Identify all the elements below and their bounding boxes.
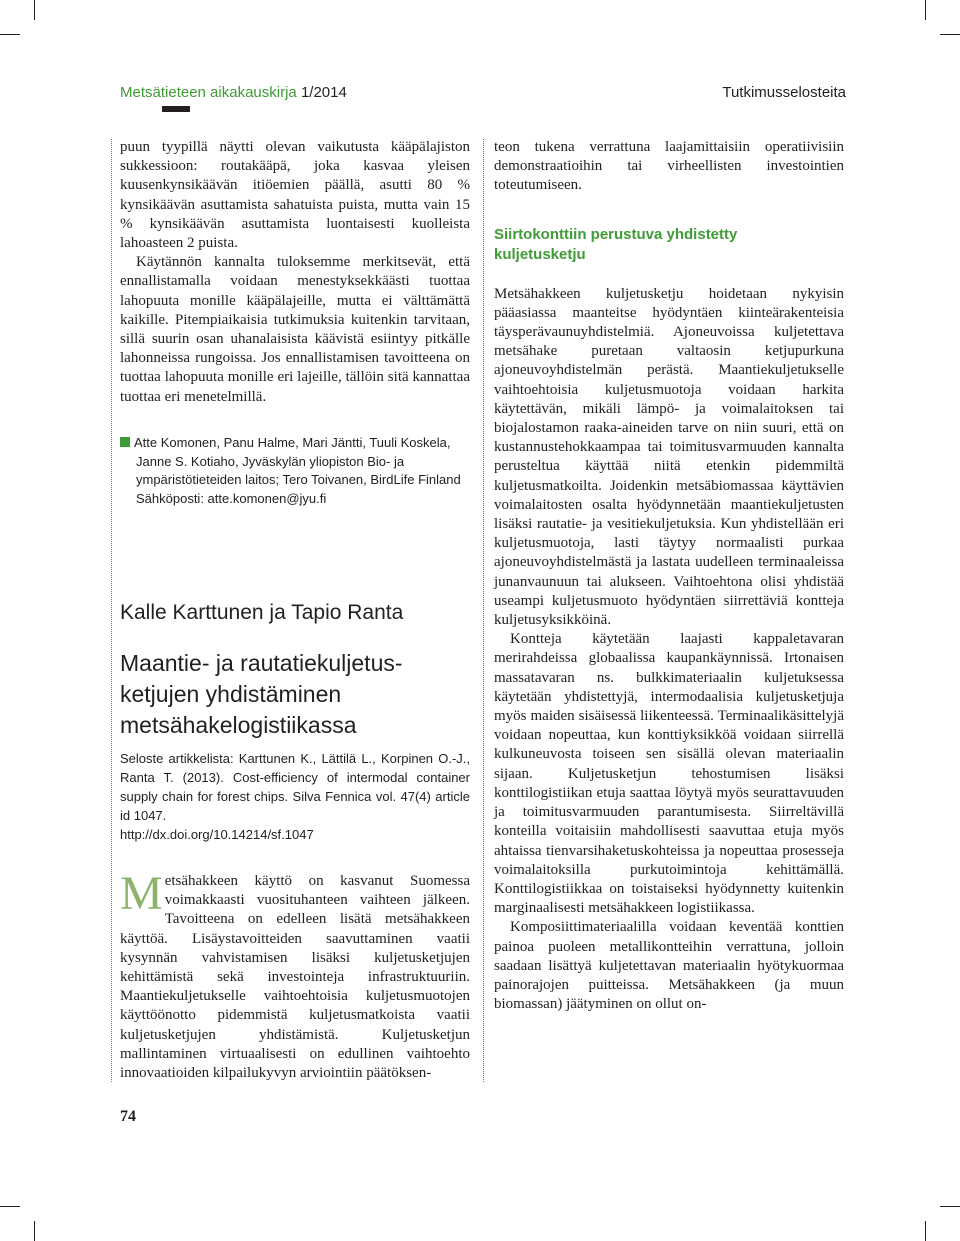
crop-mark [925, 1221, 926, 1241]
doi-link[interactable]: http://dx.doi.org/10.14214/sf.1047 [120, 827, 314, 842]
right-column [494, 138, 844, 1014]
lead-paragraph [120, 867, 470, 1083]
crop-mark [0, 1206, 20, 1207]
left-column [120, 138, 470, 407]
page-number: 74 [120, 1108, 136, 1125]
reference-text: Seloste artikkelista: Karttunen K., Lättilä L., Korpinen O.-J., Ranta T. (2013). Cost-efficiency of intermodal container supply chain for forest chips. Silva Fennica vol. 47(4) article id 1047. [120, 751, 470, 823]
author-affiliation: Janne S. Kotiaho, Jyväskylän yliopiston Bio- ja ympäristötieteiden laitos; Tero Toivanen, BirdLife Finland [136, 453, 461, 487]
author-note [120, 434, 465, 508]
title-line: Maantie- ja rautatiekuljetus- [120, 650, 403, 676]
author-email: Sähköposti: atte.komonen@jyu.fi [136, 490, 327, 506]
header-bar [162, 106, 190, 112]
crop-mark [0, 34, 20, 35]
lead-text: etsähakkeen käyttö on kasvanut Suomessa voimakkaasti vuosituhanteen vaihteen jälkeen. Tavoitteena on edelleen lisätä metsähakkeen käyttöä. Lisäystavoitteiden saavuttaminen vaatii kysynnän vahvistamisen lisäksi kuljetusketjujen kehittämistä sekä investointeja infrastruktuuriin. Maantiekuljetukselle vaihtoehtoisia kuljetusmuotojen käyttöönotto pidemmistä kuljetusmatkoista vaatii kuljetusketjujen yhdistämistä. Kuljetusketjun mallintaminen virtuaalisesti on edullinen vaihtoehto innovaatioiden kilpailukyvyn arviointiin päätöksen- [120, 873, 470, 1082]
title-line: ketjujen yhdistäminen [120, 681, 342, 707]
dropcap: M [120, 867, 163, 920]
article-authors: Kalle Karttunen ja Tapio Ranta [120, 601, 404, 624]
author-names: Atte Komonen, Panu Halme, Mari Jäntti, Tuuli Koskela, [134, 435, 451, 450]
issue-number: 1/2014 [300, 84, 347, 101]
paragraph: Kontteja käytetään laajasti kappaletavaran merirahdeissa globaalissa kaupankäynnissä. Irtonaisen massatavaran ns. bulkkimateriaalin kuljetuksessa käytetään yhdistettyjä, intermodaalisia kuljetusketjuja myös maiden sisäisessä liikenteessä. Terminaalikäsittelyjä voidaan nopeuttaa, kun konttiyksikköä voidaan siirrellä kulkuneuvosta toiseen sen sisällä olevan materiaalin sijaan. Kuljetusketjun tehostumisen lisäksi konttilogistiikan etuja saattaa löytyä myös seurattavuuden ja toimitusvarmuuden parantumisesta. Siirreltävillä konteilla voitaisiin mahdollisesti saavuttaa etuja myös ahtaissa tienvarsihaketuskohteissa ja nopeuttaa prosesseja voimalaitoksilla purkutoimintoja kehittämällä. Konttilogistiikkaa on toistaiseksi hyödynnetty kuitenkin marginaalisesti metsähakkeen logistiikassa. [494, 631, 844, 917]
paragraph: puun tyypillä näytti olevan vaikutusta kääpälajiston sukkessioon: routakääpä, joka kasvaa yleisen kuusenkynsikäävän itiöemien päällä, asutti 80 % kynsikäävän asuttamista sahatuista puista, mutta vain 15 % kynsikäävän asuttamista luontaisesti kuolleista lahoasteen 2 puista. [120, 139, 470, 252]
paragraph: Käytännön kannalta tuloksemme merkitsevät, että ennallistamalla voidaan menestyksekkäästi tuottaa lahopuuta monille kääpälajeille, mutta ei välttämättä kaikille. Pitempiaikaisia tutkimuksia kuitenkin tarvitaan, sillä suurin osan uhanalaisista käävistä esiintyy pitkälle lahonneissa rungoissa. Jos ennallistamisen tavoitteena on tuottaa lahopuuta monille eri lajeille, tällöin sitä kannattaa tuottaa eri menetelmillä. [120, 254, 470, 405]
paragraph: Komposiittimateriaalilla voidaan keventää konttien painoa puoleen metallikontteihin verrattuna, jolloin saadaan lisättyä kuljetettavan materiaalin hyötykuormaa painorajojen puitteissa. Metsähakkeen (ja muun biomassan) jäätyminen on ollut on- [494, 919, 844, 1013]
paragraph: teon tukena verrattuna laajamittaisiin operatiivisiin demonstraatioihin tai virheellisten investointien toteutumiseen. [494, 139, 844, 194]
article-title [120, 648, 480, 741]
crop-mark [34, 0, 35, 20]
crop-mark [940, 1206, 960, 1207]
column-rule-left [111, 139, 112, 1082]
crop-mark [925, 0, 926, 20]
column-rule [483, 139, 484, 1082]
article-reference [120, 749, 470, 844]
running-header-section: Tutkimusselosteita [722, 84, 846, 101]
bullet-square-icon [120, 437, 130, 447]
subheading [494, 225, 844, 265]
running-header-journal [120, 84, 347, 101]
subheading-line: kuljetusketju [494, 245, 586, 263]
crop-mark [940, 34, 960, 35]
title-line: metsähakelogistiikassa [120, 712, 357, 738]
crop-mark [34, 1221, 35, 1241]
journal-name: Metsätieteen aikakauskirja [120, 84, 297, 101]
paragraph: Metsähakkeen kuljetusketju hoidetaan nykyisin pääasiassa maanteitse hyödyntäen kiinteärakenteisia täysperävaunuyhdistelmiä. Ajoneuvoissa kuljetettava metsähake puretaan valtaosin ketjupurkuna ajoneuvoyhdistelmän perästä. Maantiekuljetukselle vaihtoehtoisia kuljetusmuotoja voidaan harkita käytettävän, mikäli lämpö- ja voimalaitoksen tai biojalostamon raaka-aineiden tarve on niin suuri, että on kustannustehokkaampaa tai toimitusvarmuuden kannalta perusteltua käyttää niitä etenkin pidemmiltä kuljetusmatkoilta. Joidenkin metsäbiomassaa käyttävien voimalaitosten osalta hyödynnetään maantiekuljetusten lisäksi rautatie- ja vesitiekuljetuksia. Kun yhdistellään eri kuljetusmuotoja, lasti täytyy normaalisti purkaa ajoneuvoyhdistelmästä ja lastata uudelleen terminaaleissa junanvaunuun tai alukseen. Vaihtoehtona olisi yhdistää useampi kuljetusmuoto hyödyntäen siirrettäviä kontteja kuljetusyksikköinä. [494, 285, 844, 629]
subheading-line: Siirtokonttiin perustuva yhdistetty [494, 225, 738, 243]
